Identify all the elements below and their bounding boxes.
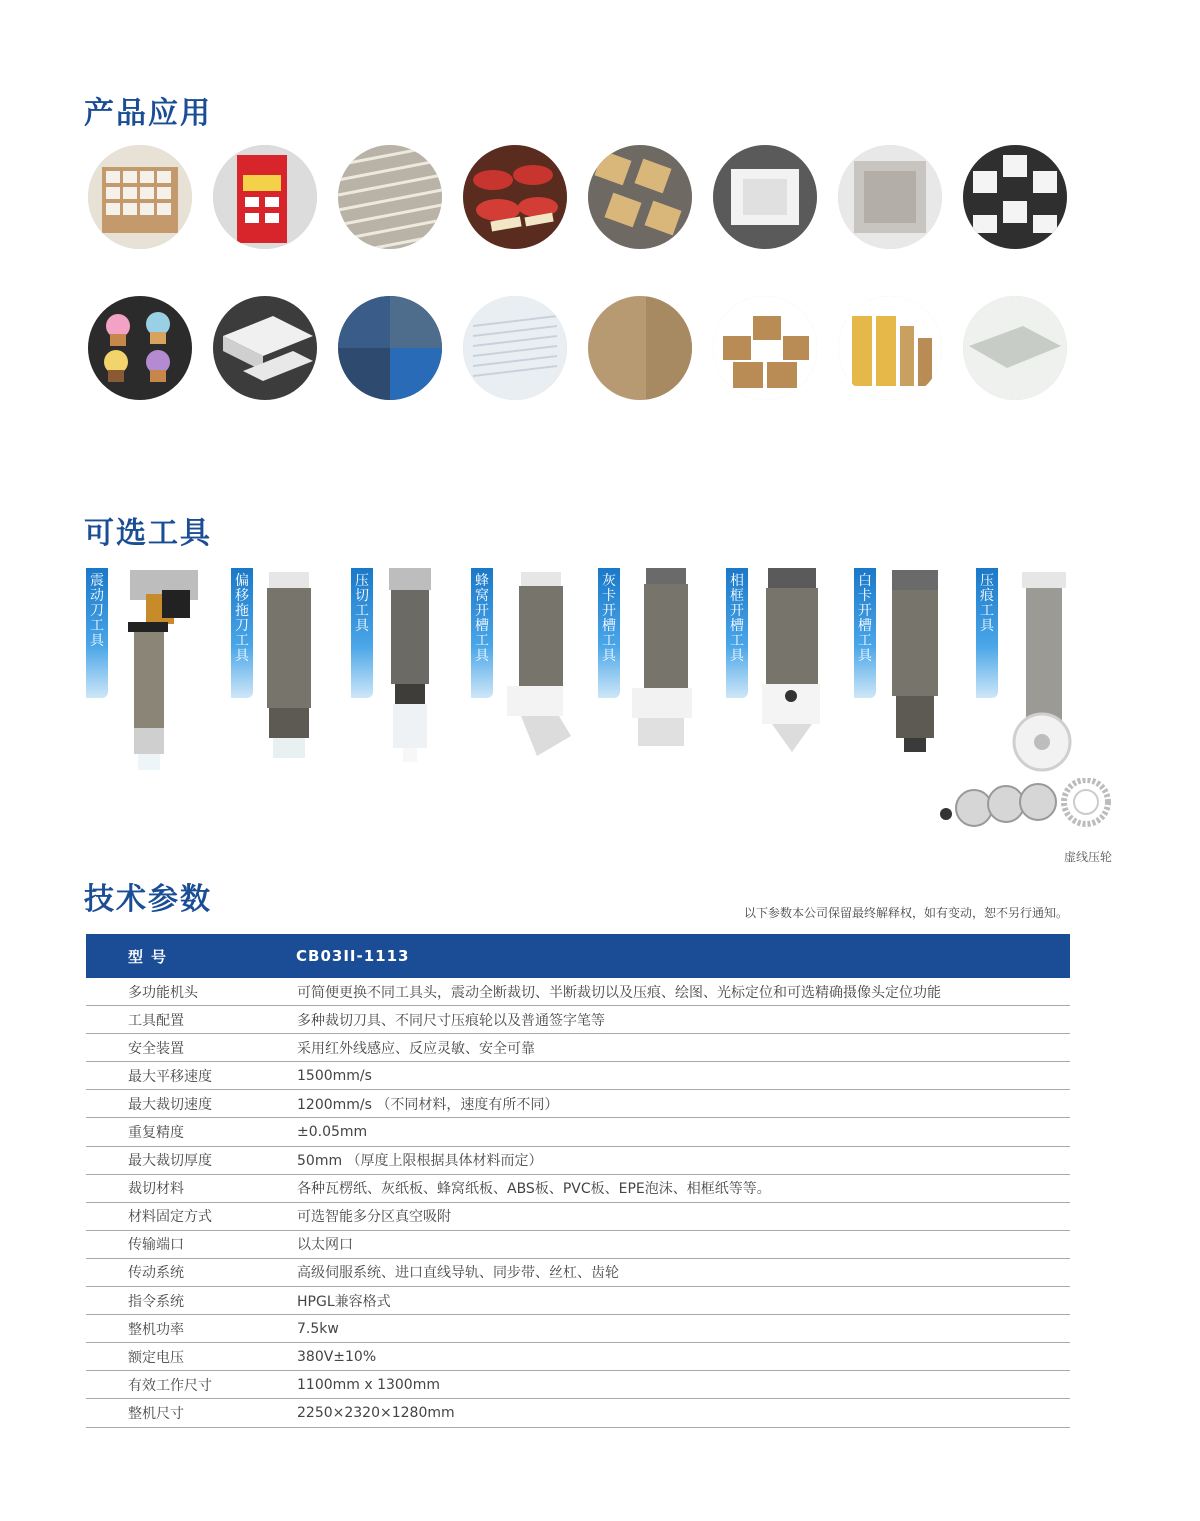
crease-wheel-icon — [934, 778, 1124, 858]
spec-key: 裁切材料 — [128, 1181, 184, 1198]
product-display-icon — [838, 296, 942, 400]
spec-row — [86, 1062, 1070, 1090]
spec-key: 安全装置 — [128, 1040, 184, 1057]
applications-row-1 — [88, 145, 1068, 249]
spec-row — [86, 1371, 1070, 1399]
tool-label-tab — [598, 568, 620, 698]
spec-key: 指令系统 — [128, 1293, 184, 1310]
spec-value: 各种瓦楞纸、灰纸板、蜂窝纸板、ABS板、PVC板、EPE泡沫、相框纸等等。 — [297, 1181, 771, 1198]
spec-key: 最大平移速度 — [128, 1068, 212, 1085]
spec-row — [86, 1118, 1070, 1146]
spec-value: 1100mm x 1300mm — [297, 1376, 440, 1393]
spec-value: 2250×2320×1280mm — [297, 1404, 455, 1421]
spec-key: 工具配置 — [128, 1012, 184, 1029]
spec-value: 可简便更换不同工具头，震动全断裁切、半断裁切以及压痕、绘图、光标定位和可选精确摄像头定位功能 — [297, 984, 941, 1001]
tool-crease — [976, 566, 1094, 766]
applications-title: 产品应用 — [84, 96, 212, 131]
spec-value: 以太网口 — [297, 1237, 353, 1254]
spec-table — [86, 934, 1070, 1428]
spec-key: 材料固定方式 — [128, 1209, 212, 1226]
spec-row — [86, 1203, 1070, 1231]
paper-stack-icon — [463, 296, 567, 400]
spec-key: 最大裁切厚度 — [128, 1153, 212, 1170]
spec-value: 高级伺服系统、进口直线导轨、同步带、丝杠、齿轮 — [297, 1265, 619, 1282]
greyboard-groove-tool-icon — [624, 566, 704, 766]
tools-list — [86, 566, 1126, 864]
tool-label-tab — [231, 568, 253, 698]
carpet-tiles-icon — [338, 296, 442, 400]
spec-value: 采用红外线感应、反应灵敏、安全可靠 — [297, 1040, 535, 1057]
foam-blocks-icon — [213, 296, 317, 400]
shelf-display-icon — [88, 145, 192, 249]
spec-key: 额定电压 — [128, 1349, 184, 1366]
tool-label: 压切工具 — [355, 573, 369, 634]
press-cut-tool-icon — [377, 566, 457, 766]
spec-value: 7.5kw — [297, 1320, 339, 1337]
spec-row — [86, 1090, 1070, 1118]
spec-key: 有效工作尺寸 — [128, 1377, 212, 1394]
cupcake-stickers-icon — [88, 296, 192, 400]
spec-value: 多种裁切刀具、不同尺寸压痕轮以及普通签字笔等 — [297, 1012, 605, 1029]
spec-row — [86, 1399, 1070, 1427]
crease-tool-icon — [1002, 566, 1092, 776]
tool-label-tab — [976, 568, 998, 698]
grey-cardboard-icon — [963, 296, 1067, 400]
white-box-icon — [713, 145, 817, 249]
spec-key: 重复精度 — [128, 1125, 184, 1142]
tool-label: 白卡开槽工具 — [858, 573, 872, 664]
tool-label: 震动刀工具 — [90, 573, 104, 649]
spec-row — [86, 1343, 1070, 1371]
frame-groove-tool-icon — [752, 566, 842, 766]
honeycomb-groove-tool-icon — [497, 566, 587, 766]
spec-key: 传输端口 — [128, 1237, 184, 1254]
spec-value: 1200mm/s （不同材料，速度有所不同） — [297, 1096, 559, 1113]
wheel-label: 虚线压轮 — [1064, 850, 1113, 864]
red-display-stand-icon — [213, 145, 317, 249]
spec-row — [86, 1147, 1070, 1175]
spec-key: 整机功率 — [128, 1321, 184, 1338]
spec-row — [86, 1287, 1070, 1315]
spec-key: 整机尺寸 — [128, 1405, 184, 1422]
spec-row — [86, 978, 1070, 1006]
tool-honeycomb-groove — [471, 566, 589, 766]
whitecard-groove-tool-icon — [880, 566, 960, 766]
spec-row — [86, 1034, 1070, 1062]
grey-tray-icon — [838, 145, 942, 249]
spec-row — [86, 1259, 1070, 1287]
tool-frame-groove — [726, 566, 844, 766]
spec-value: 380V±10% — [297, 1348, 377, 1365]
tool-label: 相框开槽工具 — [730, 573, 744, 664]
tool-label-tab — [854, 568, 876, 698]
spec-key: 多功能机头 — [128, 984, 198, 1001]
spec-value: 1500mm/s — [297, 1067, 372, 1084]
tool-label-tab — [351, 568, 373, 698]
spec-header-model: CB03II-1113 — [296, 947, 410, 965]
tool-label-tab — [726, 568, 748, 698]
spec-row — [86, 1315, 1070, 1343]
dashed-crease-wheels — [934, 778, 1124, 864]
drag-knife-tool-icon — [257, 566, 337, 766]
tool-label-tab — [86, 568, 108, 698]
spec-value: HPGL兼容格式 — [297, 1293, 391, 1310]
corrugated-cutouts-icon — [588, 145, 692, 249]
tool-label-tab — [471, 568, 493, 698]
spec-value: ±0.05mm — [297, 1124, 368, 1141]
spec-value: 50mm （厚度上限根据具体材料而定） — [297, 1153, 543, 1170]
spec-header — [86, 934, 1070, 978]
spec-key: 传动系统 — [128, 1265, 184, 1282]
disclaimer: 以下参数本公司保留最终解释权，如有变动，恕不另行通知。 — [743, 906, 1068, 920]
spec-key: 最大裁切速度 — [128, 1096, 212, 1113]
tool-label: 压痕工具 — [980, 573, 994, 634]
white-cards-icon — [963, 145, 1067, 249]
tool-label: 偏移拖刀工具 — [235, 573, 249, 664]
tool-press-cut — [351, 566, 469, 766]
tools-title: 可选工具 — [84, 516, 212, 551]
spec-header-key: 型号 — [128, 947, 175, 966]
applications-row-2 — [88, 296, 1068, 400]
tool-greyboard-groove — [598, 566, 716, 766]
tool-label: 灰卡开槽工具 — [602, 573, 616, 664]
price-tags-icon — [463, 145, 567, 249]
tool-label: 蜂窝开槽工具 — [475, 573, 489, 664]
spec-row — [86, 1175, 1070, 1203]
tool-whitecard-groove — [854, 566, 972, 766]
cardboard-boxes-icon — [713, 296, 817, 400]
vibration-knife-tool-icon — [112, 566, 202, 776]
tool-drag-knife — [231, 566, 349, 766]
spec-row — [86, 1006, 1070, 1034]
kraft-board-icon — [588, 296, 692, 400]
specs-title: 技术参数 — [84, 882, 212, 917]
tool-vibration-knife — [86, 566, 204, 766]
spec-row — [86, 1231, 1070, 1259]
spec-value: 可选智能多分区真空吸附 — [297, 1209, 451, 1226]
honeycomb-board-icon — [338, 145, 442, 249]
